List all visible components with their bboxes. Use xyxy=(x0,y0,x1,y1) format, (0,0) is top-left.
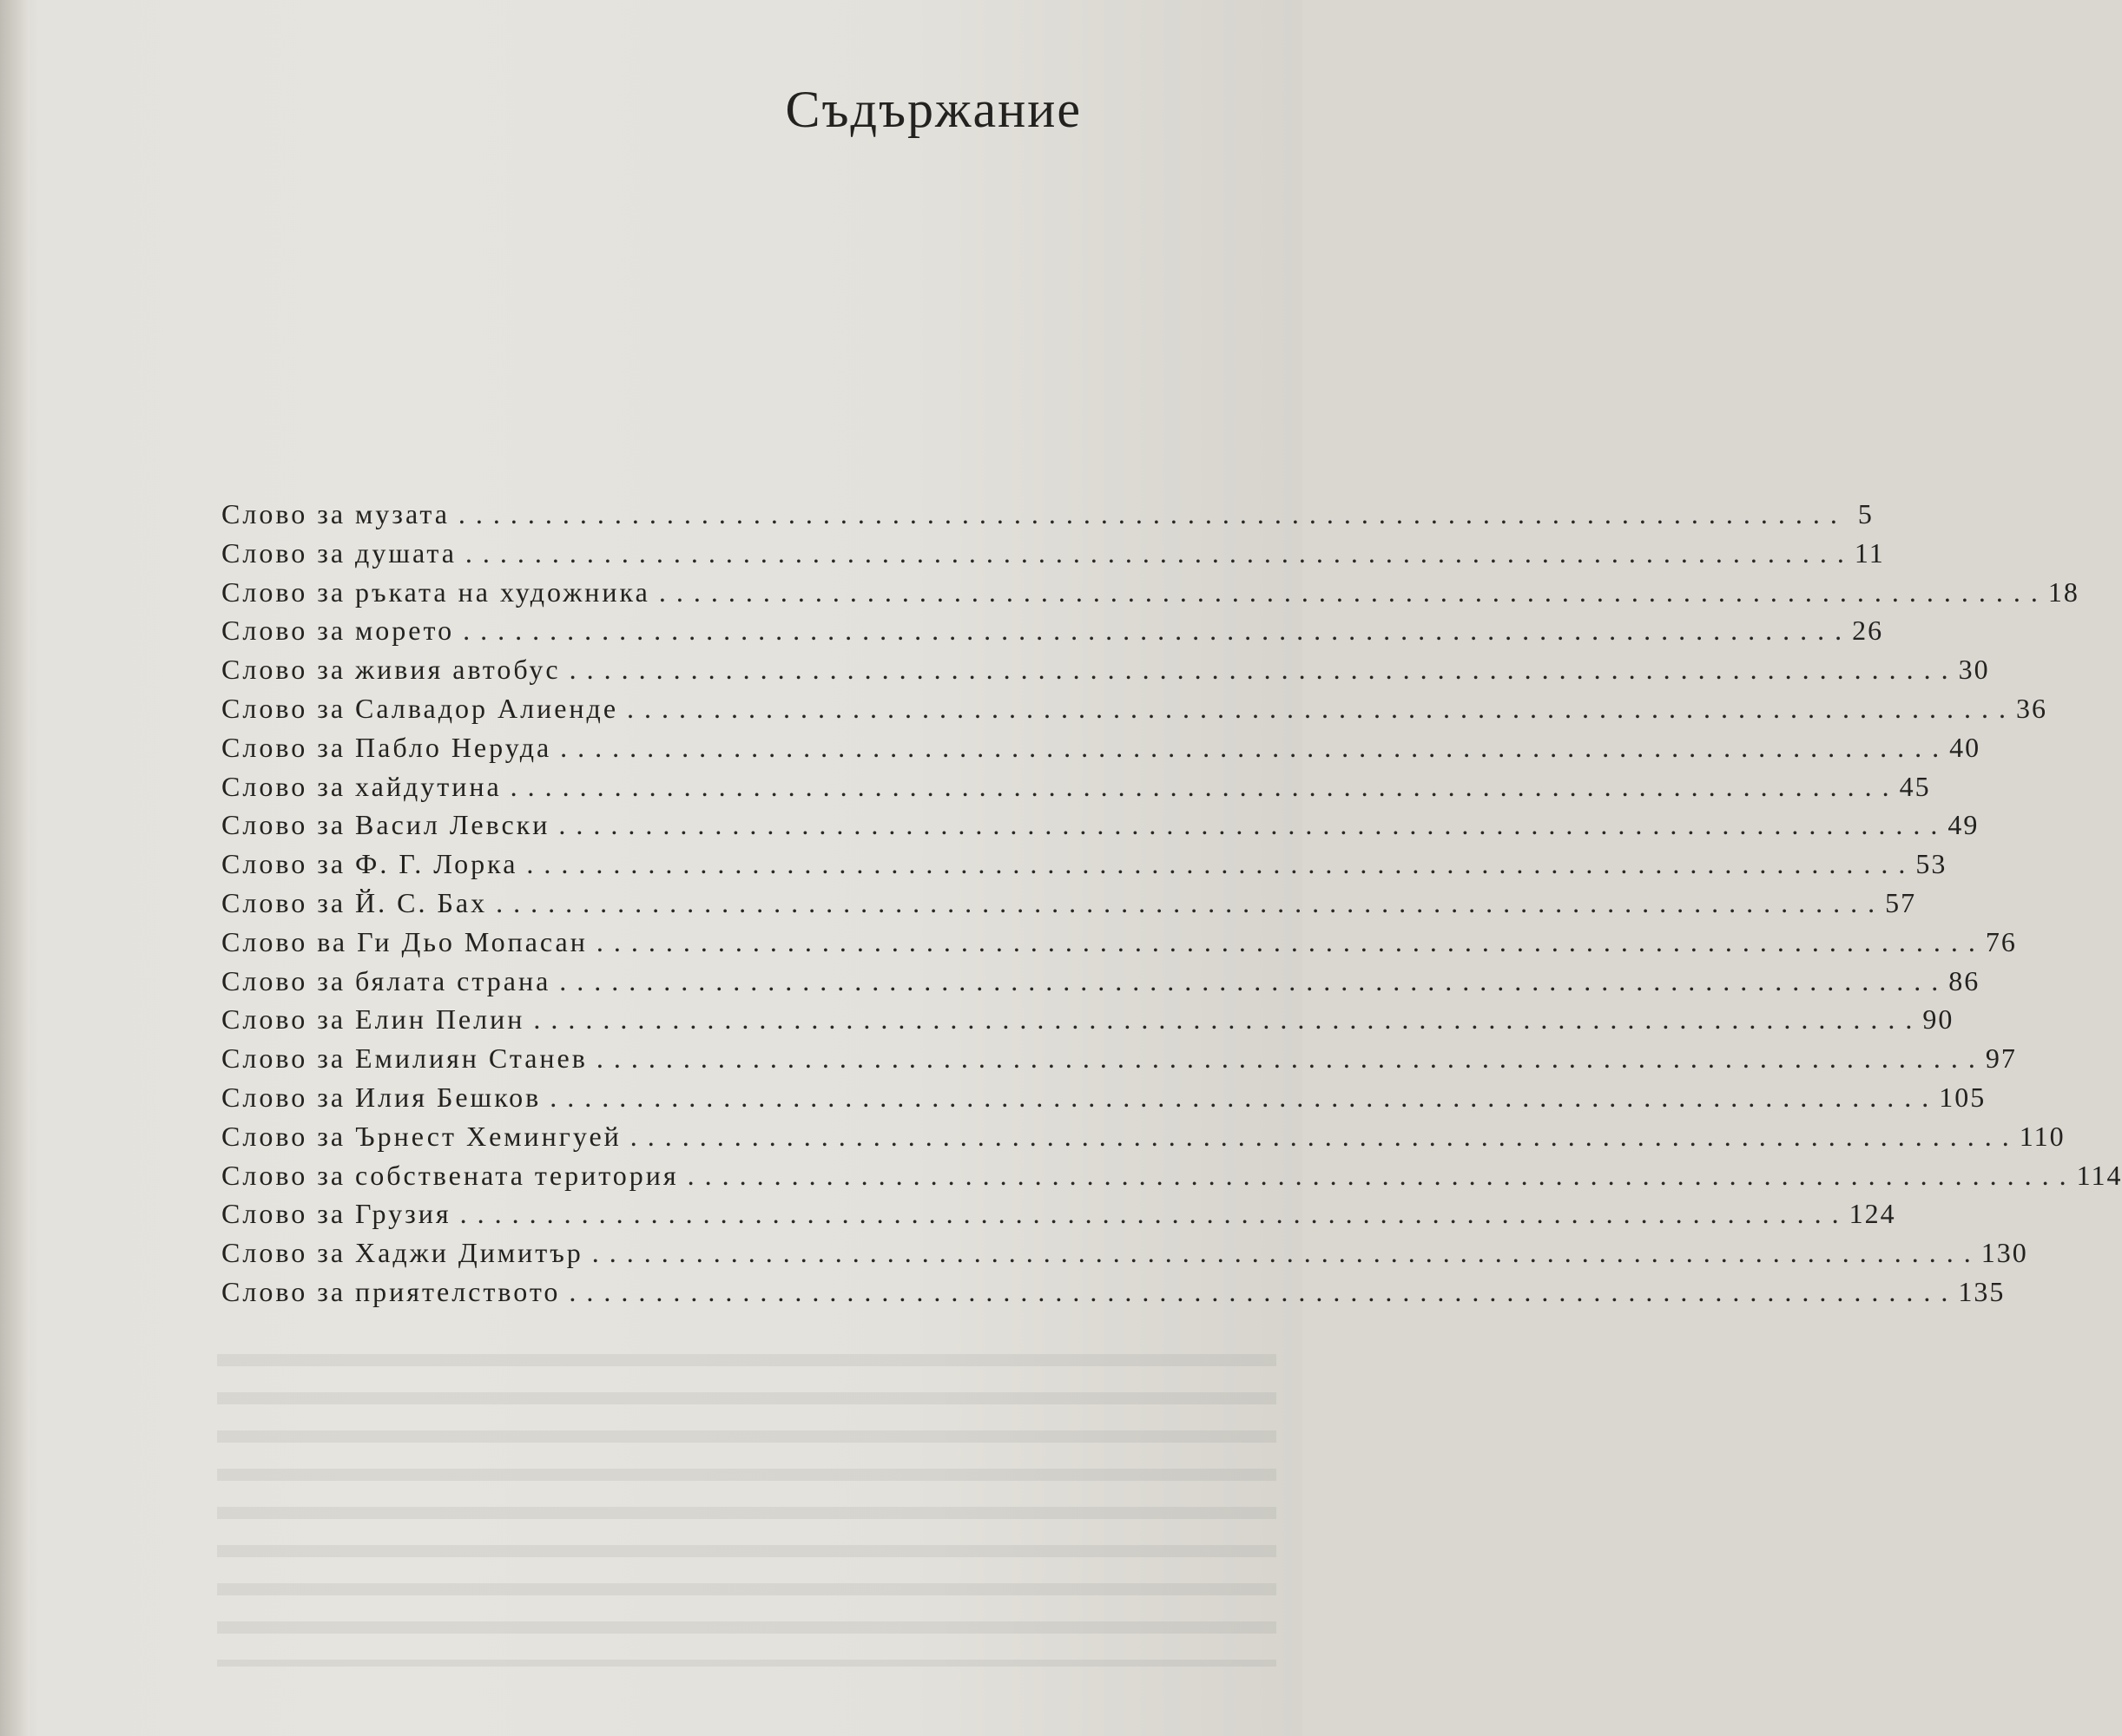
toc-entry xyxy=(221,1159,2122,1199)
toc-page-number: 86 xyxy=(1948,964,1980,996)
toc-leader-dots: ................................................................................ xyxy=(596,1042,1986,1075)
toc-entry-title: Слово за Илия Бешков xyxy=(221,1081,542,1113)
toc-leader-dots: ................................................................................ xyxy=(496,886,1886,918)
toc-page-number: 30 xyxy=(1958,654,1990,686)
toc-entry xyxy=(221,654,1990,693)
toc-entry-title: Слово за приятелството xyxy=(221,1275,561,1307)
toc-entry-title: Слово за Елин Пелин xyxy=(221,1003,525,1036)
toc-entry-title: Слово за хайдутина xyxy=(221,770,502,802)
table-of-contents xyxy=(221,498,2122,1315)
toc-leader-dots: ................................................................................ xyxy=(658,575,2048,608)
toc-page-number: 135 xyxy=(1958,1275,2006,1307)
toc-page-number: 130 xyxy=(1980,1237,2028,1269)
toc-leader-dots: ................................................................................ xyxy=(533,1003,1923,1036)
toc-leader-dots: ................................................................................ xyxy=(627,692,2017,724)
toc-entry-title: Слово за Пабло Неруда xyxy=(221,731,552,763)
toc-page-number: 40 xyxy=(1949,731,1981,763)
toc-entry xyxy=(221,1275,2006,1315)
toc-page-number: 105 xyxy=(1939,1081,1987,1113)
toc-entry-title: Слово за Й. С. Бах xyxy=(221,886,488,918)
toc-entry xyxy=(221,1003,1954,1042)
toc-page-number: 57 xyxy=(1885,886,1917,918)
toc-leader-dots: ................................................................................ xyxy=(560,731,1950,763)
toc-leader-dots: ................................................................................ xyxy=(629,1120,2020,1152)
toc-entry xyxy=(221,1042,2017,1082)
toc-leader-dots: ................................................................................ xyxy=(591,1237,1981,1269)
toc-page-number: 26 xyxy=(1852,615,1884,647)
toc-page-number: 114 xyxy=(2076,1159,2122,1191)
toc-entry-title: Слово за Ърнест Хемингуей xyxy=(221,1120,622,1152)
toc-page-number: 110 xyxy=(2019,1120,2066,1152)
toc-entry-title: Слово за Васил Левски xyxy=(221,809,550,841)
toc-leader-dots: ................................................................................ xyxy=(559,964,1949,996)
bleed-through-text xyxy=(217,1354,1276,1667)
toc-entry xyxy=(221,615,1884,654)
toc-page-number: 11 xyxy=(1854,536,1885,569)
toc-entry-title: Слово за Салвадор Алиенде xyxy=(221,692,619,724)
toc-entry xyxy=(221,1237,2028,1276)
toc-entry xyxy=(221,886,1917,926)
toc-leader-dots: ................................................................................ xyxy=(550,1081,1940,1113)
toc-page-number: 97 xyxy=(1985,1042,2017,1075)
toc-page-number: 124 xyxy=(1849,1198,1896,1230)
toc-leader-dots: ................................................................................ xyxy=(569,654,1959,686)
toc-entry xyxy=(221,1198,1896,1237)
toc-entry xyxy=(221,964,1980,1004)
toc-entry xyxy=(221,925,2017,965)
toc-entry xyxy=(221,1081,1987,1121)
toc-entry-title: Слово за живия автобус xyxy=(221,654,561,686)
toc-leader-dots: ................................................................................ xyxy=(526,848,1916,880)
toc-page-number: 36 xyxy=(2016,692,2048,724)
toc-entry-title: Слово за Хаджи Димитър xyxy=(221,1237,583,1269)
toc-entry-title: Слово за ръката на художника xyxy=(221,575,650,608)
toc-leader-dots: ................................................................................ xyxy=(459,1198,1849,1230)
toc-entry xyxy=(221,692,2048,732)
toc-entry xyxy=(221,536,1885,576)
toc-entry-title: Слово за душата xyxy=(221,536,457,569)
toc-entry xyxy=(221,1120,2066,1160)
toc-leader-dots: ................................................................................ xyxy=(596,925,1986,957)
toc-page-number: 53 xyxy=(1915,848,1947,880)
toc-page-number: 45 xyxy=(1899,770,1931,802)
toc-entry xyxy=(221,848,1947,887)
toc-entry-title: Слово за Грузия xyxy=(221,1198,451,1230)
toc-entry xyxy=(221,809,1980,848)
toc-page-number: 90 xyxy=(1922,1003,1954,1036)
toc-leader-dots: ................................................................................ xyxy=(463,615,1853,647)
toc-leader-dots: ................................................................................ xyxy=(569,1275,1959,1307)
page-title: Съдържание xyxy=(785,81,1082,138)
toc-leader-dots: ................................................................................ xyxy=(558,809,1948,841)
page-spine-shadow xyxy=(0,0,30,1736)
toc-page-number: 5 xyxy=(1857,498,1874,529)
toc-leader-dots: ................................................................................ xyxy=(687,1159,2077,1191)
toc-page-number: 76 xyxy=(1985,925,2017,957)
toc-leader-dots: ................................................................................ xyxy=(510,770,1900,802)
toc-entry-title: Слово за морето xyxy=(221,615,455,647)
toc-leader-dots: ................................................................................ xyxy=(465,536,1855,569)
toc-entry-title: Слово ва Ги Дьо Мопасан xyxy=(221,925,588,957)
toc-entry-title: Слово за бялата страна xyxy=(221,964,551,996)
toc-page-number: 49 xyxy=(1947,809,1980,841)
toc-entry xyxy=(221,498,1874,537)
toc-entry xyxy=(221,731,1981,771)
toc-entry-title: Слово за Ф. Г. Лорка xyxy=(221,848,518,880)
toc-entry-title: Слово за собствената територия xyxy=(221,1159,679,1191)
toc-entry-title: Слово за музата xyxy=(221,498,450,529)
toc-leader-dots: ................................................................................ xyxy=(458,498,1848,529)
toc-entry xyxy=(221,575,2079,615)
toc-entry xyxy=(221,770,1931,810)
toc-entry-title: Слово за Емилиян Станев xyxy=(221,1042,588,1075)
toc-page-number: 18 xyxy=(2047,575,2079,608)
